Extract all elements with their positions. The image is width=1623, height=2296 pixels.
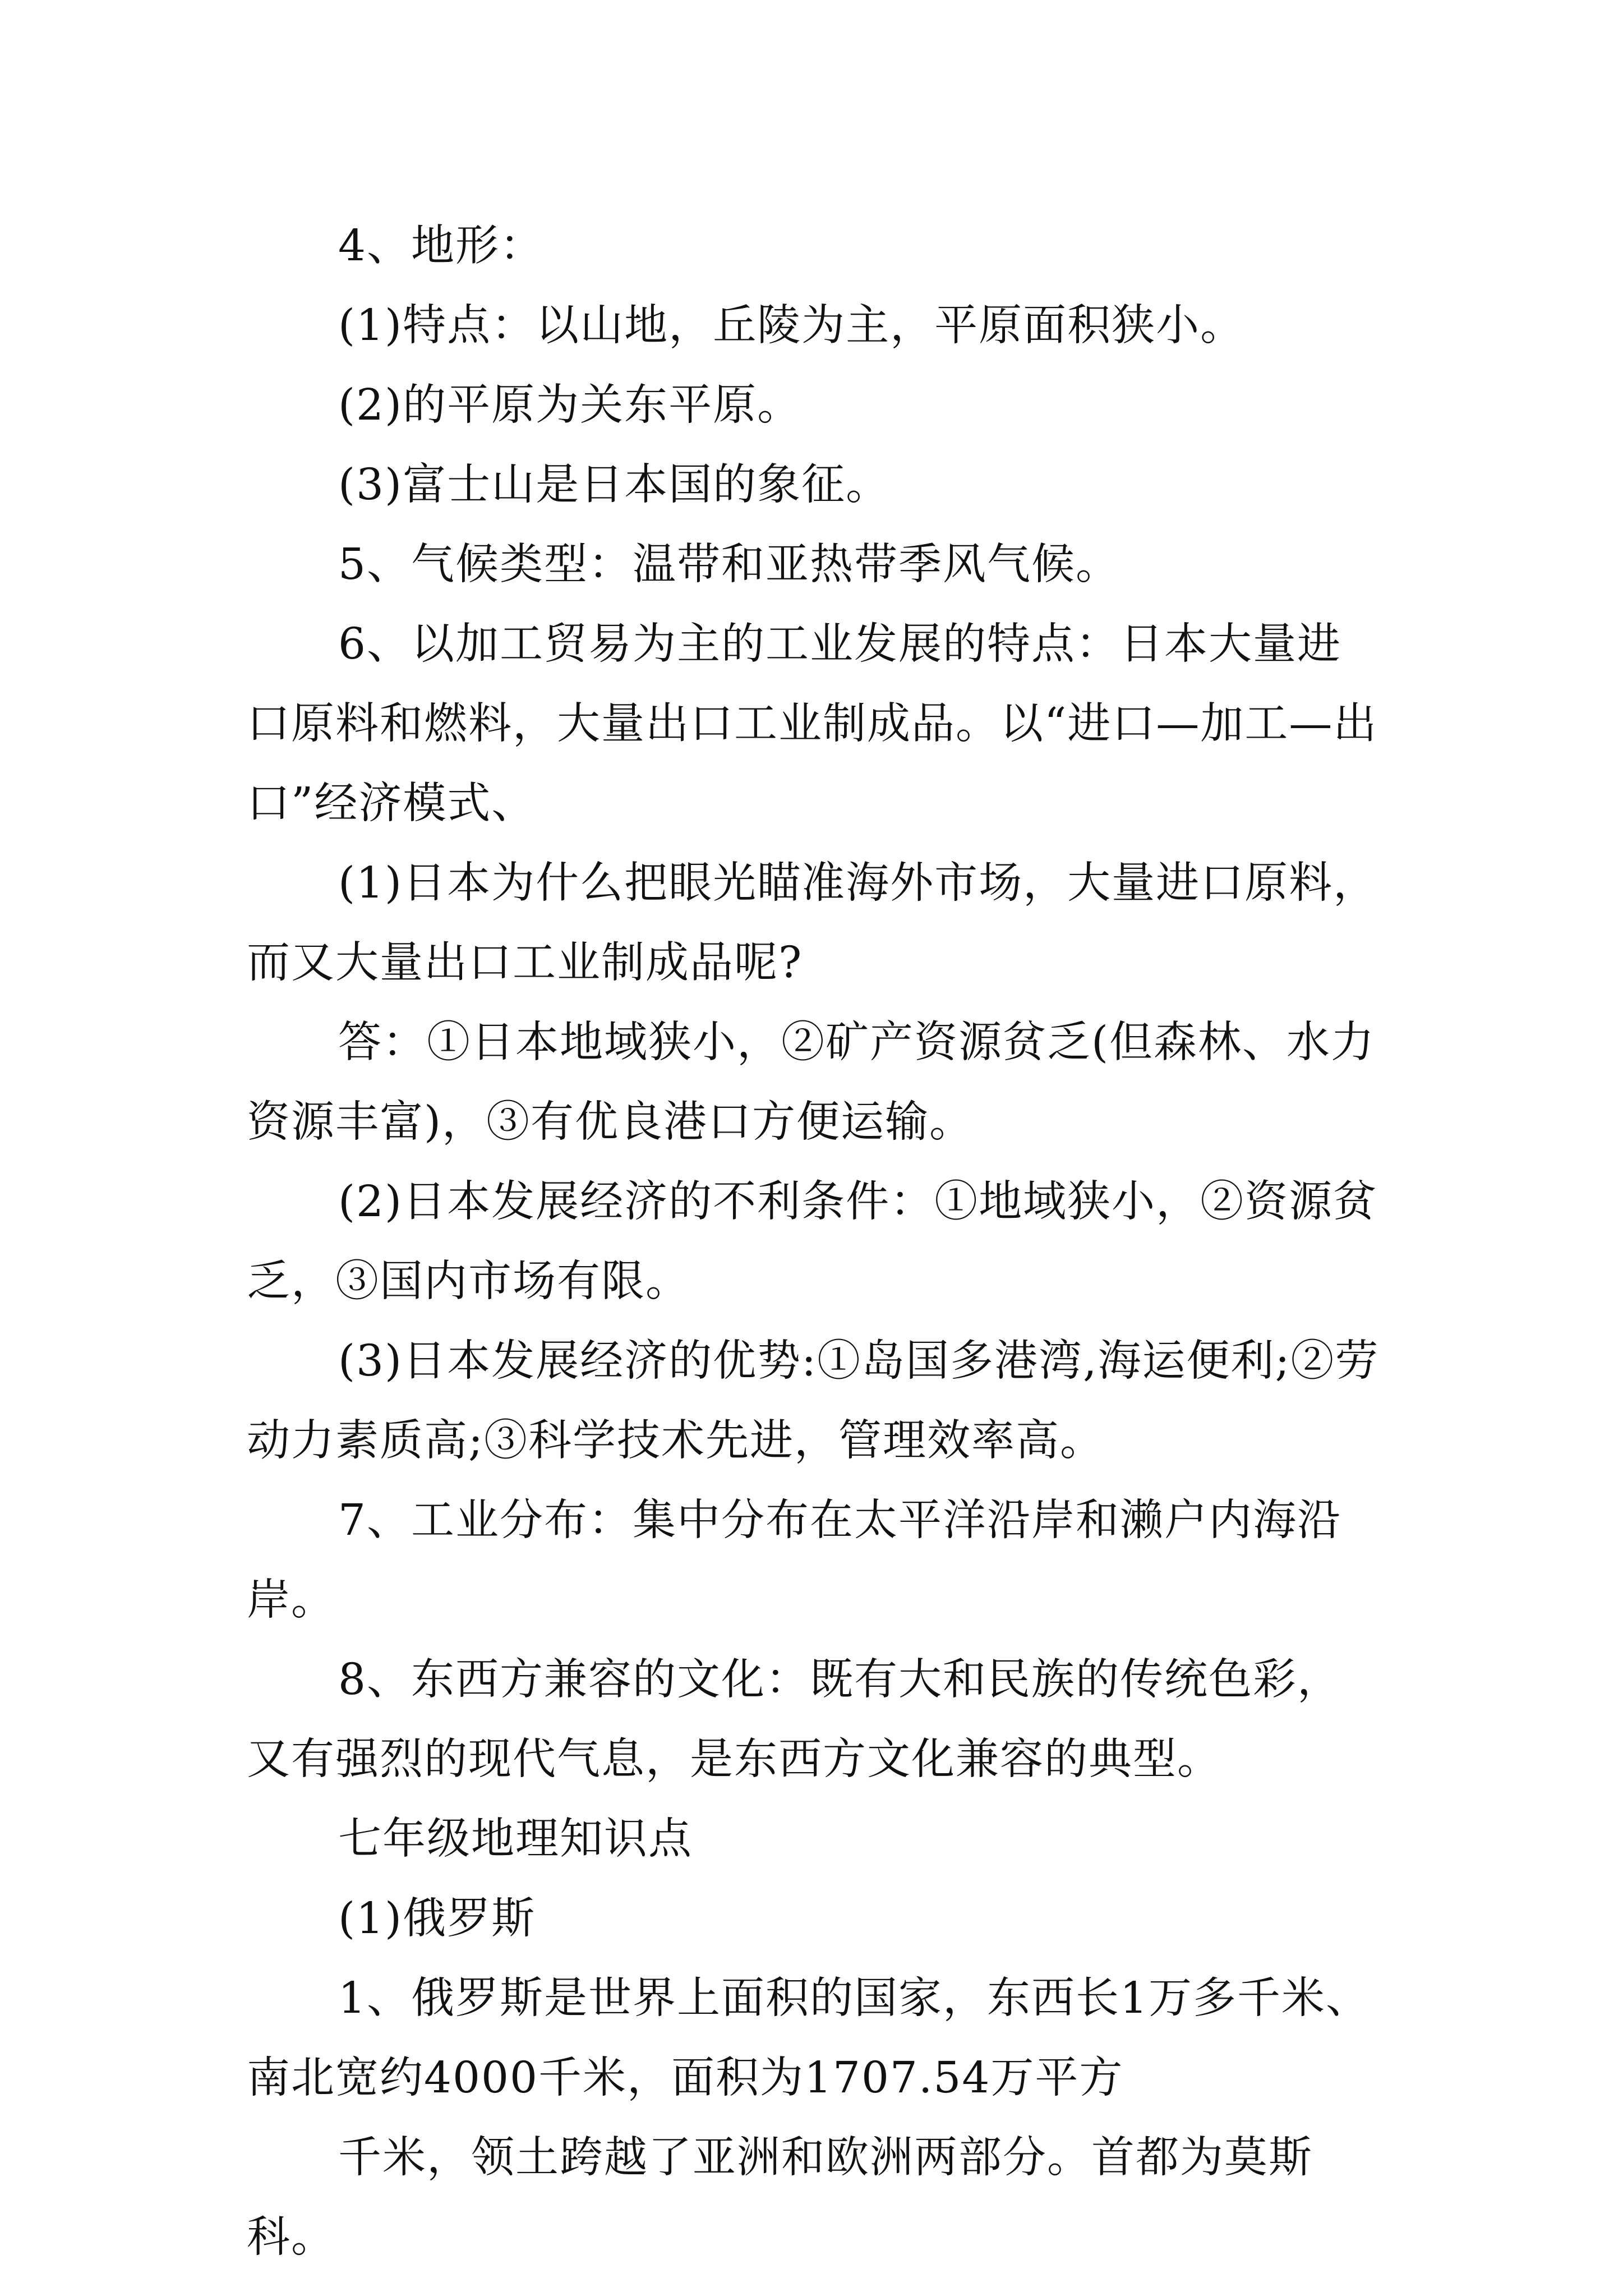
paragraph: 5、气候类型：温带和亚热带季风气候。 (338, 540, 1120, 590)
paragraph: 6、以加工贸易为主的工业发展的特点：日本大量进口原料和燃料，大量出口工业制成品。以“进口—加工—出口”经济模式、 (247, 619, 1378, 829)
paragraph: 4、地形： (338, 221, 544, 271)
paragraph: (1)特点：以山地，丘陵为主，平原面积狭小。 (338, 301, 1245, 351)
paragraph: (2)日本发展经济的不利条件：①地域狭小，②资源贫乏，③国内市场有限。 (247, 1177, 1378, 1306)
paragraph: (3)富士山是日本国的象征。 (338, 460, 891, 510)
paragraph: (3)日本发展经济的优势:①岛国多港湾,海运便利;②劳动力素质高;③科学技术先进，管理效率高。 (247, 1336, 1380, 1466)
paragraph: 8、东西方兼容的文化：既有大和民族的传统色彩，又有强烈的现代气息，是东西方文化兼容的典型。 (247, 1655, 1341, 1784)
paragraph: 答：①日本地域狭小，②矿产资源贫乏(但森林、水力资源丰富)，③有优良港口方便运输。 (247, 1018, 1376, 1147)
paragraph: (1)日本为什么把眼光瞄准海外市场，大量进口原料，而又大量出口工业制成品呢? (247, 858, 1378, 988)
paragraph: 7、工业分布：集中分布在太平洋沿岸和濑户内海沿岸。 (247, 1496, 1341, 1625)
paragraph: 千米，领土跨越了亚洲和欧洲两部分。首都为莫斯科。 (247, 2133, 1313, 2262)
section-heading: 七年级地理知识点 (338, 1814, 693, 1864)
document-body (247, 206, 1385, 2277)
paragraph: (2)的平原为关东平原。 (338, 380, 802, 430)
paragraph: 1、俄罗斯是世界上面积的国家，东西长1万多千米、南北宽约4000千米，面积为1707.54万平方 (247, 1973, 1370, 2103)
subsection-heading: (1)俄罗斯 (338, 1894, 536, 1944)
